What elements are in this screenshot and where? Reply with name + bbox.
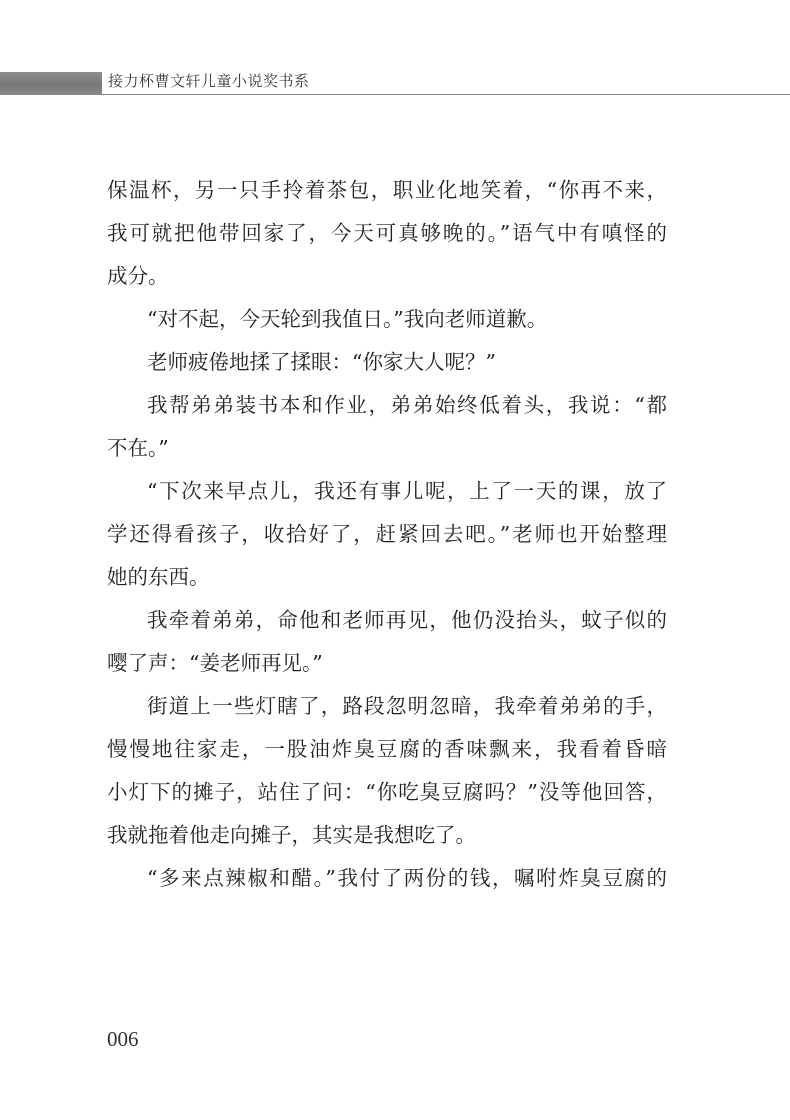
- text-line: 小灯下的摊子，站住了问：“你吃臭豆腐吗？”没等他回答，: [107, 780, 667, 804]
- text-line: 我帮弟弟装书本和作业，弟弟始终低着头，我说：“都: [147, 393, 667, 417]
- text-line: “多来点辣椒和醋。”我付了两份的钱，嘱咐炸臭豆腐的: [147, 866, 667, 890]
- text-line: 慢慢地往家走，一股油炸臭豆腐的香味飘来，我看着昏暗: [107, 737, 667, 761]
- page-number: 006: [107, 1027, 139, 1051]
- text-line: 街道上一些灯瞎了，路段忽明忽暗，我牵着弟弟的手，: [147, 694, 667, 718]
- text-line: 老师疲倦地揉了揉眼：“你家大人呢？”: [147, 350, 496, 374]
- text-line: “对不起，今天轮到我值日。”我向老师道歉。: [147, 307, 548, 331]
- header-rule: [102, 94, 790, 95]
- text-line: 成分。: [107, 264, 169, 288]
- text-line: 不在。”: [107, 436, 169, 460]
- text-line: 保温杯，另一只手拎着茶包，职业化地笑着，“你再不来，: [107, 178, 667, 202]
- text-line: 我就拖着他走向摊子，其实是我想吃了。: [107, 823, 476, 847]
- text-line: 我牵着弟弟，命他和老师再见，他仍没抬头，蚊子似的: [147, 608, 667, 632]
- text-line: 她的东西。: [107, 565, 210, 589]
- header-bar: [0, 72, 102, 95]
- text-line: 嘤了声：“姜老师再见。”: [107, 651, 323, 675]
- text-line: “下次来早点儿，我还有事儿呢，上了一天的课，放了: [147, 479, 667, 503]
- text-line: 学还得看孩子，收拾好了，赶紧回去吧。”老师也开始整理: [107, 522, 667, 546]
- series-title: 接力杯曹文轩儿童小说奖书系: [108, 72, 310, 90]
- text-line: 我可就把他带回家了，今天可真够晚的。”语气中有嗔怪的: [107, 221, 667, 245]
- body-text: [107, 176, 667, 907]
